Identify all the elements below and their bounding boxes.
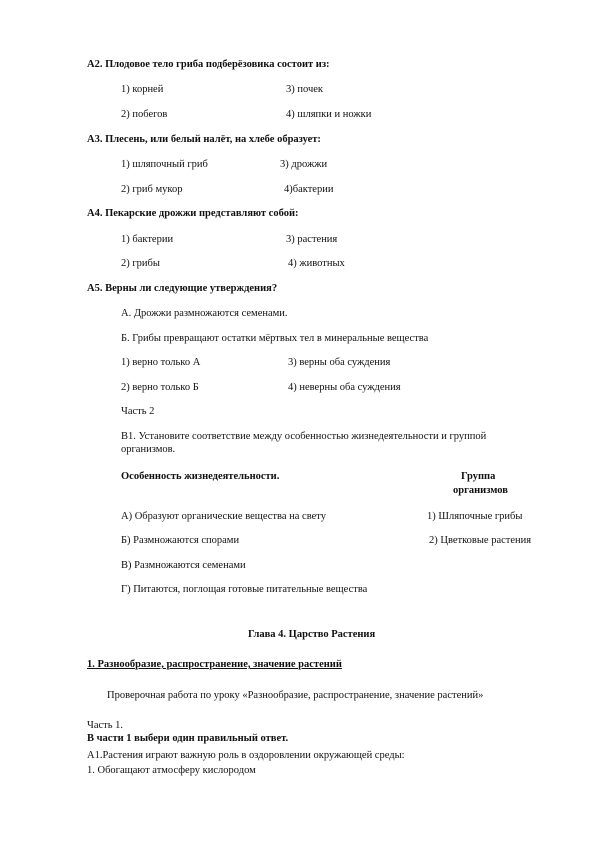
- matching-group-2: 2) Цветковые растения: [429, 535, 532, 546]
- matching-column-header-left: Особенность жизнедеятельности.: [121, 471, 280, 482]
- question-b1-line-1: В1. Установите соответствие между особенностью жизнедеятельности и группой: [121, 431, 487, 442]
- matching-row-v: В) Размножаются семенами: [121, 560, 246, 571]
- question-a5-option-4: 4) неверны оба суждения: [288, 382, 401, 393]
- question-a1-title: А1.Растения играют важную роль в оздоровлении окружающей среды:: [87, 750, 405, 761]
- part-1-instruction: В части 1 выбери один правильный ответ.: [87, 733, 289, 744]
- question-a5-statement-a: А. Дрожжи размножаются семенами.: [121, 308, 288, 319]
- question-a2-option-3: 3) почек: [286, 84, 324, 95]
- part-1-label: Часть 1.: [87, 720, 124, 731]
- matching-group-1: 1) Шляпочные грибы: [427, 511, 523, 522]
- question-a5-option-2: 2) верно только Б: [121, 382, 199, 393]
- question-a2-option-1: 1) корней: [121, 84, 164, 95]
- question-a3-title: А3. Плесень, или белый налёт, на хлебе образует:: [87, 134, 321, 145]
- question-a3-option-4: 4)бактерии: [284, 184, 334, 195]
- question-a2-option-2: 2) побегов: [121, 109, 168, 120]
- section-title: 1. Разнообразие, распространение, значение растений: [87, 659, 342, 670]
- matching-column-header-right-line-1: Группа: [461, 471, 496, 482]
- question-a5-option-1: 1) верно только А: [121, 357, 201, 368]
- question-a2-title: А2. Плодовое тело гриба подберёзовика состоит из:: [87, 59, 330, 70]
- question-a4-option-3: 3) растения: [286, 234, 338, 245]
- question-a4-option-2: 2) грибы: [121, 258, 160, 269]
- question-a4-title: А4. Пекарские дрожжи представляют собой:: [87, 208, 299, 219]
- question-a2-option-4: 4) шляпки и ножки: [286, 109, 372, 120]
- question-a3-option-2: 2) гриб мукор: [121, 184, 183, 195]
- question-a3-option-1: 1) шляпочный гриб: [121, 159, 208, 170]
- question-b1-line-2: организмов.: [121, 444, 176, 455]
- chapter-title: Глава 4. Царство Растения: [248, 629, 376, 640]
- matching-row-b: Б) Размножаются спорами: [121, 535, 240, 546]
- question-a4-option-1: 1) бактерии: [121, 234, 174, 245]
- question-a5-title: А5. Верны ли следующие утверждения?: [87, 283, 278, 294]
- matching-row-a: А) Образуют органические вещества на свету: [121, 511, 326, 522]
- question-a4-option-4: 4) животных: [288, 258, 345, 269]
- matching-column-header-right-line-2: организмов: [453, 485, 508, 496]
- test-title: Проверочная работа по уроку «Разнообразие, распространение, значение растений»: [107, 690, 484, 701]
- part-2-label: Часть 2: [121, 406, 155, 417]
- question-a5-statement-b: Б. Грибы превращают остатки мёртвых тел в минеральные вещества: [121, 333, 429, 344]
- question-a5-option-3: 3) верны оба суждения: [288, 357, 391, 368]
- matching-row-g: Г) Питаются, поглощая готовые питательные вещества: [121, 584, 368, 595]
- question-a1-option-1: 1. Обогащают атмосферу кислородом: [87, 765, 256, 776]
- question-a3-option-3: 3) дрожжи: [280, 159, 328, 170]
